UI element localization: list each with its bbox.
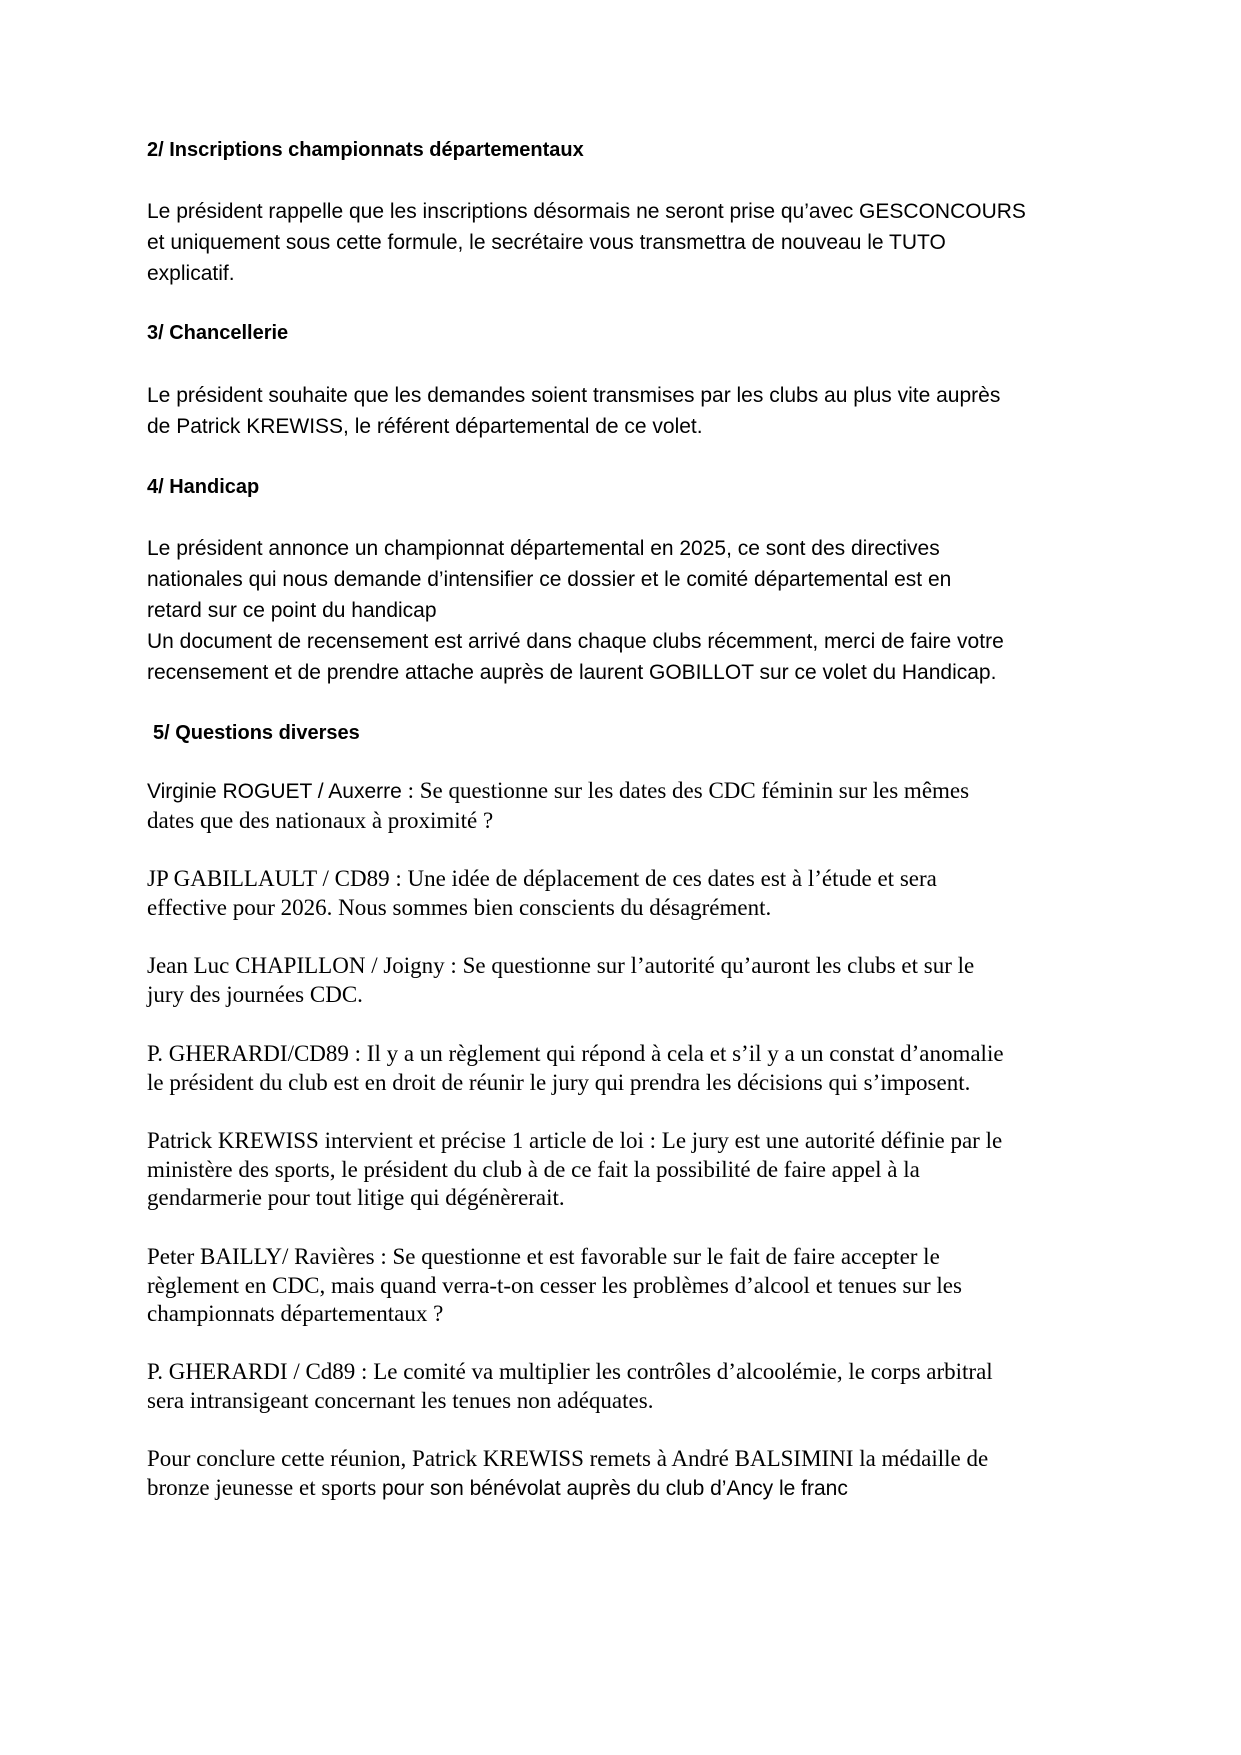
text-line: règlement en CDC, mais quand verra-t-on cesser les problèmes d’alcool et tenues sur les xyxy=(147,1272,962,1298)
text-line: gendarmerie pour tout litige qui dégénèrerait. xyxy=(147,1185,565,1210)
text-line: le président du club est en droit de réunir le jury qui prendra les décisions qui s’imposent. xyxy=(147,1069,971,1095)
text-line: Le président rappelle que les inscriptions désormais ne seront prise qu’avec GESCONCOURS xyxy=(147,200,1026,223)
text-line xyxy=(147,1474,1097,1504)
text-line: explicatif. xyxy=(147,262,235,285)
text-line: P. GHERARDI/CD89 : Il y a un règlement qui répond à cela et s’il y a un constat d’anomalie xyxy=(147,1041,1004,1066)
text-line xyxy=(147,777,1097,807)
text-segment: pour son bénévolat auprès du club d’Ancy le franc xyxy=(382,1476,848,1500)
text-line: Un document de recensement est arrivé dans chaque clubs récemment, merci de faire votre xyxy=(147,630,1004,653)
text-line: championnats départementaux ? xyxy=(147,1301,444,1326)
text-line: Jean Luc CHAPILLON / Joigny : Se questionne sur l’autorité qu’auront les clubs et sur le xyxy=(147,953,975,978)
section-heading-questions-diverses: 5/ Questions diverses xyxy=(153,722,360,744)
text-line: ministère des sports, le président du club à de ce fait la possibilité de faire appel à la xyxy=(147,1156,920,1182)
text-line: Le président souhaite que les demandes soient transmises par les clubs au plus vite auprès xyxy=(147,384,1001,407)
text-line: dates que des nationaux à proximité ? xyxy=(147,807,494,833)
section-heading-handicap: 4/ Handicap xyxy=(147,476,260,498)
paragraph-chancellerie xyxy=(147,380,1097,442)
text-line: de Patrick KREWISS, le référent départemental de ce volet. xyxy=(147,415,703,438)
text-line: P. GHERARDI / Cd89 : Le comité va multiplier les contrôles d’alcoolémie, le corps arbitral xyxy=(147,1359,993,1384)
text-line: Le président annonce un championnat départemental en 2025, ce sont des directives xyxy=(147,537,940,560)
text-line: jury des journées CDC. xyxy=(147,981,363,1007)
paragraph-krewiss xyxy=(147,1127,1097,1213)
text-line: nationales qui nous demande d’intensifier ce dossier et le comité départemental est en xyxy=(147,568,952,591)
text-line: effective pour 2026. Nous sommes bien conscients du désagrément. xyxy=(147,894,772,920)
paragraph-handicap xyxy=(147,533,1097,688)
paragraph-gherardi-1 xyxy=(147,1040,1097,1097)
paragraph-inscriptions xyxy=(147,196,1097,289)
paragraph-gabillault xyxy=(147,865,1097,922)
text-line: Pour conclure cette réunion, Patrick KREWISS remets à André BALSIMINI la médaille de xyxy=(147,1446,989,1471)
speaker-name: Virginie ROGUET / Auxerre xyxy=(147,780,402,803)
text-line: Peter BAILLY/ Ravières : Se questionne et est favorable sur le fait de faire accepter le xyxy=(147,1244,940,1269)
text-line: Patrick KREWISS intervient et précise 1 article de loi : Le jury est une autorité définie par le xyxy=(147,1128,1003,1153)
paragraph-roguet xyxy=(147,777,1097,835)
paragraph-bailly xyxy=(147,1243,1097,1329)
text-segment: : Se questionne sur les dates des CDC féminin sur les mêmes xyxy=(401,778,970,803)
text-line: retard sur ce point du handicap xyxy=(147,599,437,622)
text-segment: bronze jeunesse et sports xyxy=(147,1474,383,1500)
text-line: JP GABILLAULT / CD89 : Une idée de déplacement de ces dates est à l’étude et sera xyxy=(147,866,937,891)
text-line: sera intransigeant concernant les tenues non adéquates. xyxy=(147,1387,654,1413)
paragraph-conclusion xyxy=(147,1445,1097,1503)
text-line: et uniquement sous cette formule, le secrétaire vous transmettra de nouveau le TUTO xyxy=(147,231,946,254)
paragraph-chapillon xyxy=(147,952,1097,1009)
section-heading-chancellerie: 3/ Chancellerie xyxy=(147,322,289,344)
paragraph-gherardi-2 xyxy=(147,1358,1097,1415)
text-line: recensement et de prendre attache auprès de laurent GOBILLOT sur ce volet du Handicap. xyxy=(147,661,997,684)
section-heading-inscriptions: 2/ Inscriptions championnats départementaux xyxy=(147,139,584,161)
